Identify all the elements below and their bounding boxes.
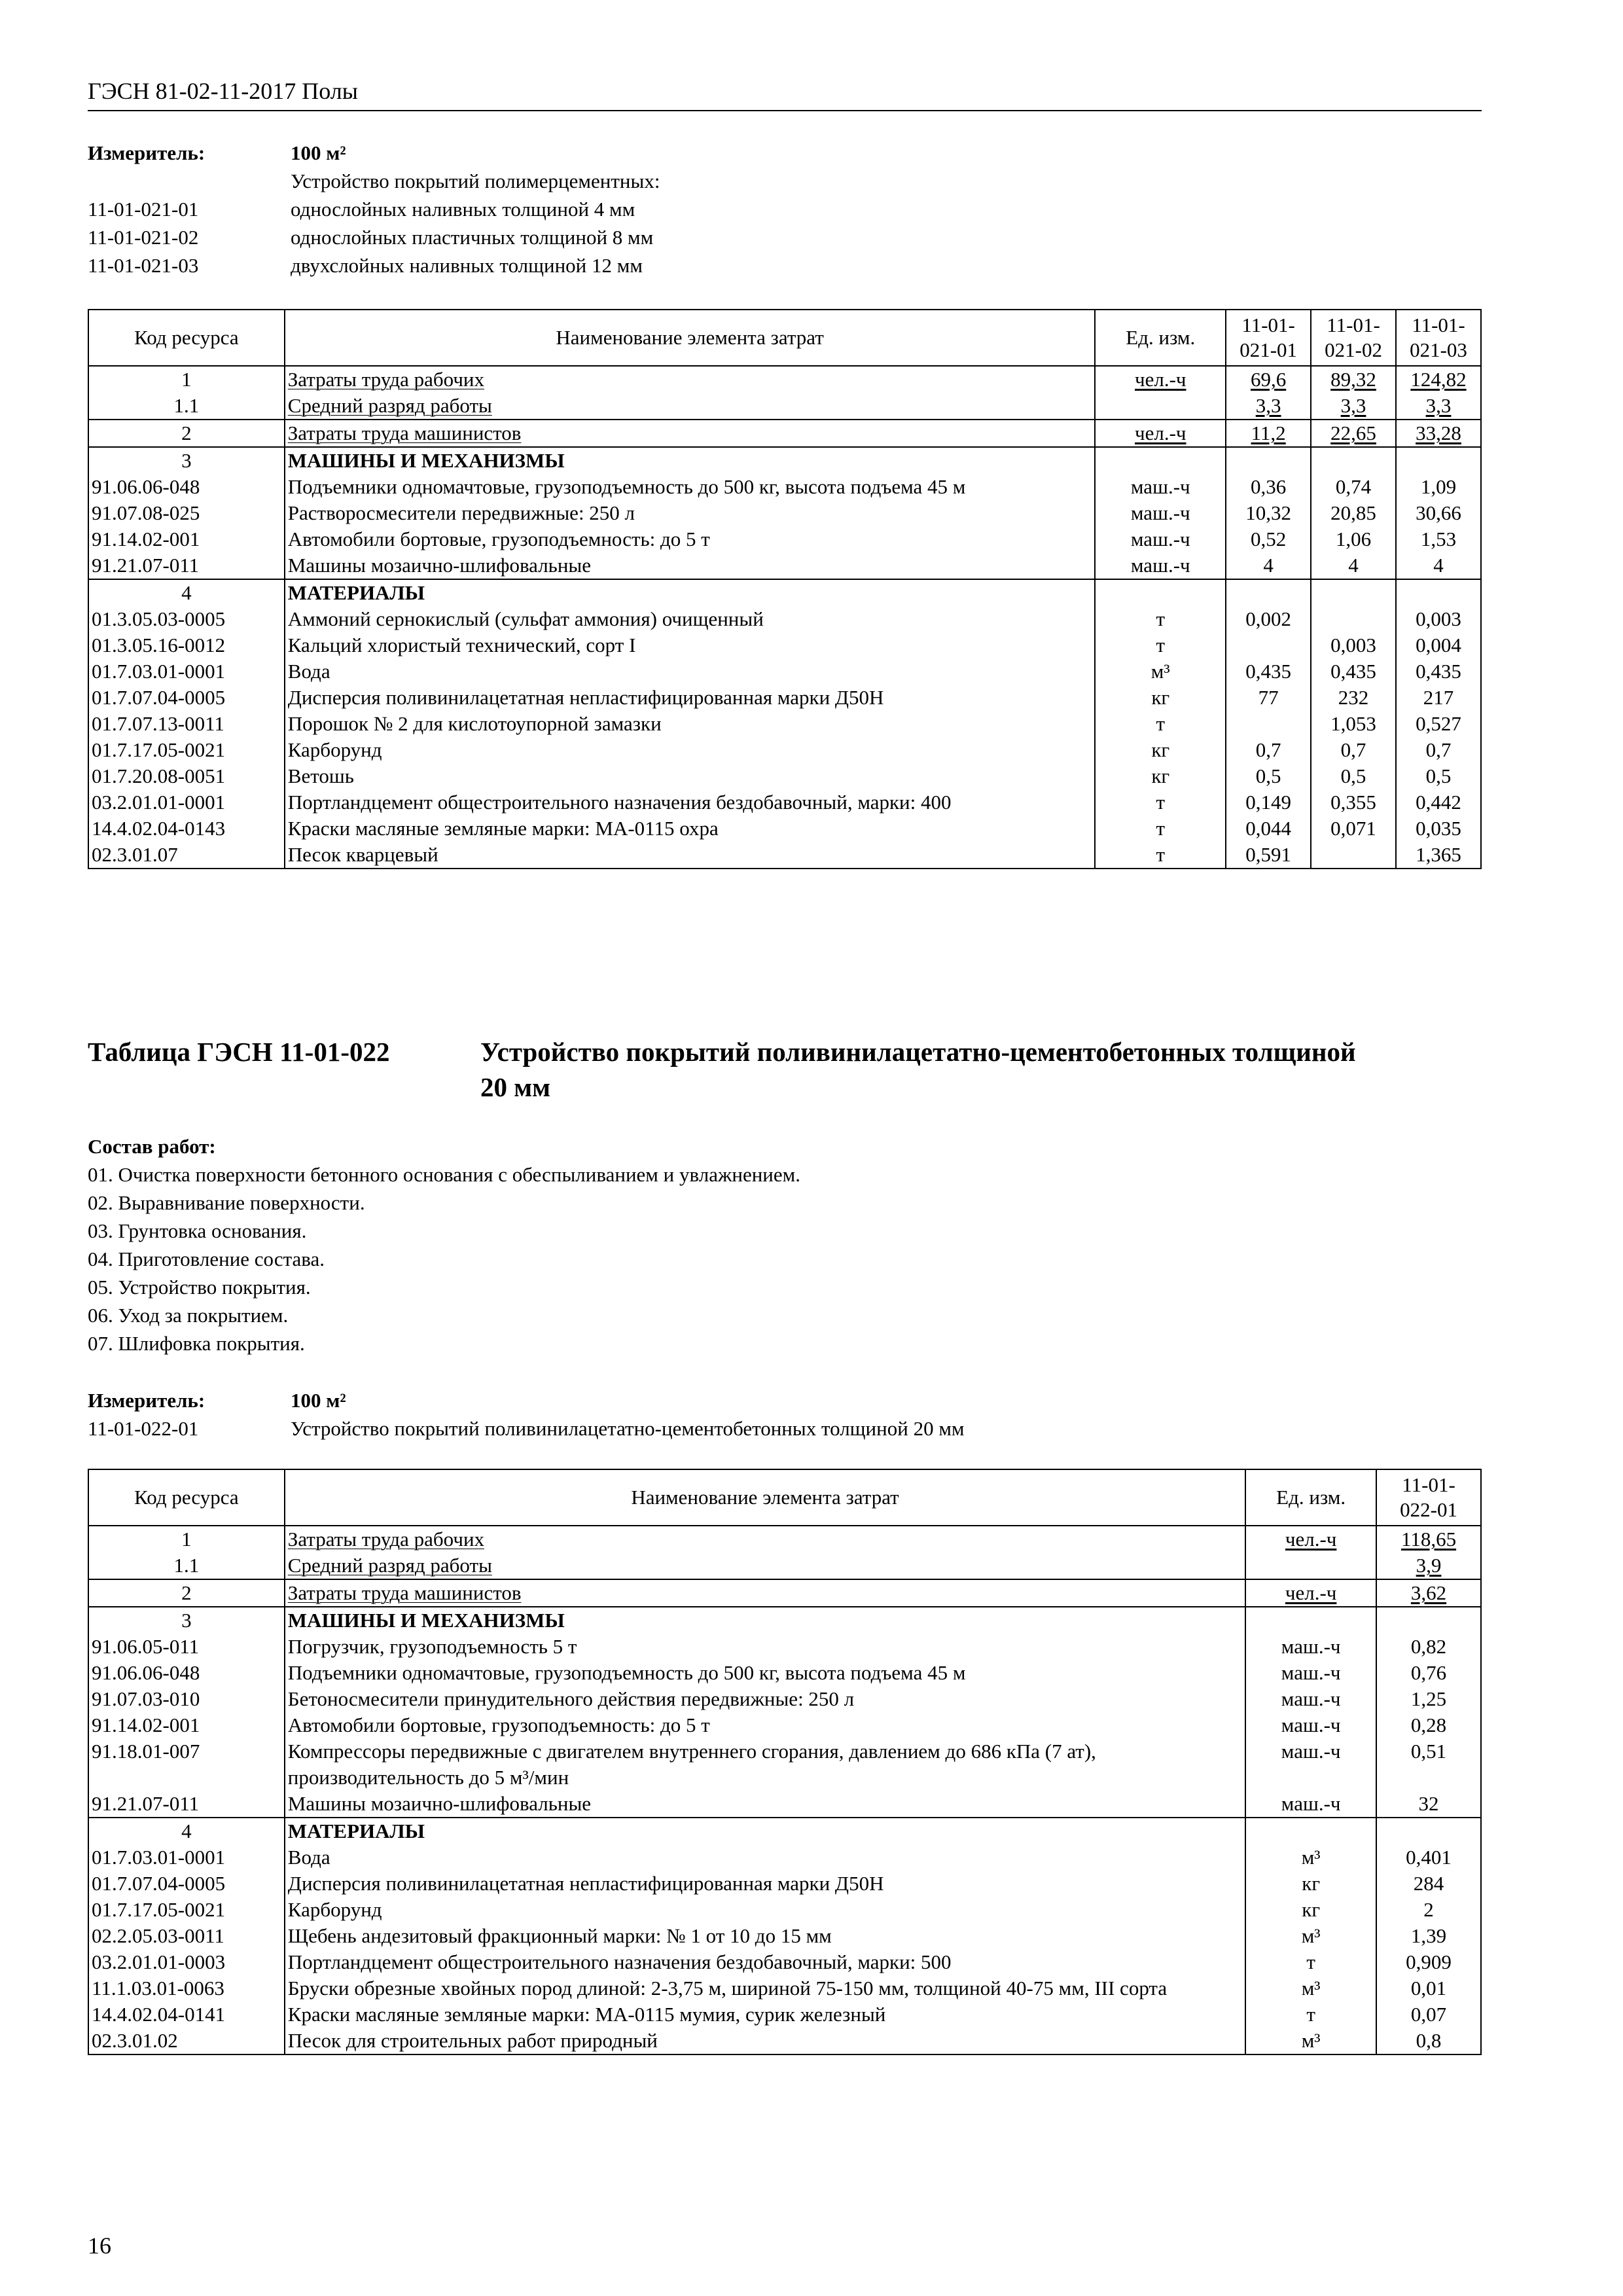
value-cell: 77 bbox=[1226, 685, 1311, 711]
value-cell: 0,002 bbox=[1226, 606, 1311, 632]
value-cell: 1,053 bbox=[1311, 711, 1396, 737]
resource-code: 01.7.07.04-0005 bbox=[88, 685, 285, 711]
value-cell: 32 bbox=[1376, 1791, 1481, 1818]
table-row bbox=[88, 1897, 1481, 1923]
table-title bbox=[88, 1034, 1383, 1105]
unit-cell: маш.-ч bbox=[1095, 474, 1226, 500]
table-row bbox=[88, 2028, 1481, 2054]
table-row bbox=[88, 1526, 1481, 1552]
unit-cell: чел.-ч bbox=[1245, 1579, 1376, 1607]
resource-name: Средний разряд работы bbox=[285, 393, 1096, 420]
resource-name: Карборунд bbox=[285, 1897, 1245, 1923]
resource-code: 01.7.07.04-0005 bbox=[88, 1871, 285, 1897]
column-header: 11-01- 021-02 bbox=[1311, 310, 1396, 366]
resource-code: 01.7.17.05-0021 bbox=[88, 1897, 285, 1923]
table-row bbox=[88, 552, 1481, 579]
table-row bbox=[88, 1923, 1481, 1949]
value-cell: 1,365 bbox=[1396, 842, 1481, 869]
resource-name: Краски масляные земляные марки: МА-0115 охра bbox=[285, 816, 1096, 842]
unit-cell: т bbox=[1095, 816, 1226, 842]
table-row bbox=[88, 1844, 1481, 1871]
value-cell: 1,09 bbox=[1396, 474, 1481, 500]
resource-code: 01.7.03.01-0001 bbox=[88, 658, 285, 685]
value-cell: 284 bbox=[1376, 1871, 1481, 1897]
value-cell: 0,51 bbox=[1376, 1738, 1481, 1791]
unit-cell: т bbox=[1095, 606, 1226, 632]
value-cell: 3,9 bbox=[1376, 1552, 1481, 1579]
work-item: 01. Очистка поверхности бетонного основания с обеспыливанием и увлажнением. bbox=[88, 1163, 801, 1186]
unit-cell: м³ bbox=[1245, 1923, 1376, 1949]
value-cell bbox=[1396, 447, 1481, 474]
resource-name: Погрузчик, грузоподъемность 5 т bbox=[285, 1634, 1245, 1660]
value-cell: 3,3 bbox=[1311, 393, 1396, 420]
value-cell: 33,28 bbox=[1396, 420, 1481, 447]
measure-text: однослойных наливных толщиной 4 мм bbox=[291, 198, 635, 221]
value-cell: 0,003 bbox=[1396, 606, 1481, 632]
resource-code: 1.1 bbox=[88, 393, 285, 420]
unit-cell: маш.-ч bbox=[1245, 1791, 1376, 1818]
resource-name: Затраты труда рабочих bbox=[285, 1526, 1245, 1552]
resource-code: 01.7.17.05-0021 bbox=[88, 737, 285, 763]
table-row bbox=[88, 579, 1481, 606]
value-cell bbox=[1376, 1818, 1481, 1844]
unit-cell: м³ bbox=[1245, 1975, 1376, 2001]
value-cell: 1,25 bbox=[1376, 1686, 1481, 1712]
value-cell: 217 bbox=[1396, 685, 1481, 711]
value-cell: 0,435 bbox=[1311, 658, 1396, 685]
value-cell: 0,52 bbox=[1226, 526, 1311, 552]
works-list bbox=[88, 1132, 800, 1357]
value-cell: 0,527 bbox=[1396, 711, 1481, 737]
resource-code: 01.7.03.01-0001 bbox=[88, 1844, 285, 1871]
resource-name: Затраты труда машинистов bbox=[285, 420, 1096, 447]
column-header: Наименование элемента затрат bbox=[285, 310, 1096, 366]
unit-cell: маш.-ч bbox=[1245, 1712, 1376, 1738]
table-row bbox=[88, 606, 1481, 632]
measure-block-1 bbox=[88, 139, 660, 279]
resource-code: 91.14.02-001 bbox=[88, 1712, 285, 1738]
column-header: 11-01- 022-01 bbox=[1376, 1469, 1481, 1526]
value-cell: 0,035 bbox=[1396, 816, 1481, 842]
table-row bbox=[88, 632, 1481, 658]
unit-cell: м³ bbox=[1245, 2028, 1376, 2054]
unit-cell: маш.-ч bbox=[1245, 1686, 1376, 1712]
unit-cell: маш.-ч bbox=[1095, 526, 1226, 552]
value-cell: 232 bbox=[1311, 685, 1396, 711]
unit-cell: чел.-ч bbox=[1095, 366, 1226, 393]
measure-code: 11-01-021-01 bbox=[88, 198, 199, 221]
work-item: 05. Устройство покрытия. bbox=[88, 1276, 311, 1299]
value-cell: 0,7 bbox=[1311, 737, 1396, 763]
unit-cell: маш.-ч bbox=[1095, 552, 1226, 579]
resource-name: Портландцемент общестроительного назначения бездобавочный, марки: 500 bbox=[285, 1949, 1245, 1975]
unit-cell: кг bbox=[1095, 685, 1226, 711]
unit-cell bbox=[1095, 447, 1226, 474]
resource-name: Подъемники одномачтовые, грузоподъемность до 500 кг, высота подъема 45 м bbox=[285, 1660, 1245, 1686]
value-cell bbox=[1311, 447, 1396, 474]
value-cell: 0,044 bbox=[1226, 816, 1311, 842]
resource-name: Кальций хлористый технический, сорт I bbox=[285, 632, 1096, 658]
resource-code: 02.3.01.07 bbox=[88, 842, 285, 869]
table-row bbox=[88, 1579, 1481, 1607]
value-cell: 20,85 bbox=[1311, 500, 1396, 526]
value-cell bbox=[1226, 579, 1311, 606]
value-cell: 118,65 bbox=[1376, 1526, 1481, 1552]
resource-name: Растворосмесители передвижные: 250 л bbox=[285, 500, 1096, 526]
value-cell bbox=[1311, 606, 1396, 632]
unit-cell: маш.-ч bbox=[1245, 1738, 1376, 1791]
value-cell bbox=[1311, 579, 1396, 606]
resource-name: Бетоносмесители принудительного действия передвижные: 250 л bbox=[285, 1686, 1245, 1712]
resource-name: Дисперсия поливинилацетатная непластифицированная марки Д50Н bbox=[285, 685, 1096, 711]
unit-cell: кг bbox=[1245, 1897, 1376, 1923]
unit-cell: м³ bbox=[1245, 1844, 1376, 1871]
value-cell: 3,3 bbox=[1396, 393, 1481, 420]
value-cell: 4 bbox=[1396, 552, 1481, 579]
table-number: Таблица ГЭСН 11-01-022 bbox=[88, 1037, 390, 1067]
value-cell: 0,5 bbox=[1226, 763, 1311, 789]
value-cell bbox=[1376, 1607, 1481, 1634]
resource-code: 91.06.06-048 bbox=[88, 1660, 285, 1686]
measure-label: Измеритель: bbox=[88, 141, 205, 164]
resource-code: 3 bbox=[88, 1607, 285, 1634]
resource-name: Бруски обрезные хвойных пород длиной: 2-3,75 м, шириной 75-150 мм, толщиной 40-75 мм, III сорта bbox=[285, 1975, 1245, 2001]
value-cell: 89,32 bbox=[1311, 366, 1396, 393]
resource-code: 2 bbox=[88, 1579, 285, 1607]
value-cell: 0,28 bbox=[1376, 1712, 1481, 1738]
table-row bbox=[88, 1871, 1481, 1897]
table-row bbox=[88, 1975, 1481, 2001]
value-cell: 11,2 bbox=[1226, 420, 1311, 447]
work-item: 02. Выравнивание поверхности. bbox=[88, 1191, 365, 1214]
value-cell: 0,36 bbox=[1226, 474, 1311, 500]
value-cell bbox=[1396, 579, 1481, 606]
unit-cell bbox=[1245, 1607, 1376, 1634]
table-row bbox=[88, 393, 1481, 420]
value-cell: 1,06 bbox=[1311, 526, 1396, 552]
value-cell bbox=[1226, 711, 1311, 737]
resource-code: 2 bbox=[88, 420, 285, 447]
resource-name: Порошок № 2 для кислотоупорной замазки bbox=[285, 711, 1096, 737]
work-item: 03. Грунтовка основания. bbox=[88, 1219, 307, 1242]
resource-name: Песок для строительных работ природный bbox=[285, 2028, 1245, 2054]
value-cell: 0,5 bbox=[1311, 763, 1396, 789]
value-cell bbox=[1226, 632, 1311, 658]
resource-name: Вода bbox=[285, 1844, 1245, 1871]
page-number: 16 bbox=[88, 2233, 111, 2259]
value-cell: 69,6 bbox=[1226, 366, 1311, 393]
measure-code: 11-01-021-02 bbox=[88, 226, 199, 249]
resource-name: МАТЕРИАЛЫ bbox=[285, 579, 1096, 606]
table-row bbox=[88, 1552, 1481, 1579]
resource-code: 1.1 bbox=[88, 1552, 285, 1579]
value-cell: 0,435 bbox=[1226, 658, 1311, 685]
value-cell: 4 bbox=[1311, 552, 1396, 579]
value-cell: 124,82 bbox=[1396, 366, 1481, 393]
unit-cell: чел.-ч bbox=[1095, 420, 1226, 447]
unit-cell: кг bbox=[1095, 763, 1226, 789]
page-header: ГЭСН 81-02-11-2017 Полы bbox=[88, 77, 1482, 111]
table-row bbox=[88, 447, 1481, 474]
resource-name: МАШИНЫ И МЕХАНИЗМЫ bbox=[285, 1607, 1245, 1634]
resource-code: 91.07.08-025 bbox=[88, 500, 285, 526]
resource-code: 03.2.01.01-0003 bbox=[88, 1949, 285, 1975]
measure-text: двухслойных наливных толщиной 12 мм bbox=[291, 254, 643, 277]
value-cell: 0,74 bbox=[1311, 474, 1396, 500]
value-cell: 0,591 bbox=[1226, 842, 1311, 869]
value-cell: 10,32 bbox=[1226, 500, 1311, 526]
table-row bbox=[88, 1686, 1481, 1712]
column-header: Код ресурса bbox=[88, 1469, 285, 1526]
column-header: Наименование элемента затрат bbox=[285, 1469, 1245, 1526]
table-row bbox=[88, 685, 1481, 711]
table-caption: Устройство покрытий поливинилацетатно-цементобетонных толщиной 20 мм bbox=[480, 1037, 1356, 1102]
table-row bbox=[88, 842, 1481, 869]
unit-cell: т bbox=[1095, 711, 1226, 737]
table-row bbox=[88, 1660, 1481, 1686]
measure-text: Устройство покрытий поливинилацетатно-цементобетонных толщиной 20 мм bbox=[291, 1417, 965, 1440]
work-item: 04. Приготовление состава. bbox=[88, 1247, 325, 1270]
value-cell: 0,442 bbox=[1396, 789, 1481, 816]
resource-code: 91.07.03-010 bbox=[88, 1686, 285, 1712]
resource-code: 91.06.06-048 bbox=[88, 474, 285, 500]
table-row bbox=[88, 1738, 1481, 1791]
resource-code: 03.2.01.01-0001 bbox=[88, 789, 285, 816]
unit-cell: маш.-ч bbox=[1095, 500, 1226, 526]
resource-code: 02.3.01.02 bbox=[88, 2028, 285, 2054]
works-heading: Состав работ: bbox=[88, 1135, 216, 1158]
value-cell: 0,071 bbox=[1311, 816, 1396, 842]
measure-title: Устройство покрытий полимерцементных: bbox=[291, 170, 660, 192]
measure-text: однослойных пластичных толщиной 8 мм bbox=[291, 226, 654, 249]
table-row bbox=[88, 366, 1481, 393]
resource-name: Автомобили бортовые, грузоподъемность: до 5 т bbox=[285, 1712, 1245, 1738]
resource-code: 02.2.05.03-0011 bbox=[88, 1923, 285, 1949]
measure-unit: 100 м² bbox=[291, 1389, 346, 1412]
table-row bbox=[88, 1634, 1481, 1660]
resource-name: Автомобили бортовые, грузоподъемность: до 5 т bbox=[285, 526, 1096, 552]
value-cell bbox=[1311, 842, 1396, 869]
value-cell: 0,355 bbox=[1311, 789, 1396, 816]
table-row bbox=[88, 2001, 1481, 2028]
resource-code: 91.14.02-001 bbox=[88, 526, 285, 552]
column-header: Код ресурса bbox=[88, 310, 285, 366]
measure-code: 11-01-021-03 bbox=[88, 254, 199, 277]
table-row bbox=[88, 816, 1481, 842]
unit-cell: маш.-ч bbox=[1245, 1634, 1376, 1660]
resource-code: 1 bbox=[88, 1526, 285, 1552]
column-header: Ед. изм. bbox=[1095, 310, 1226, 366]
resource-name: Портландцемент общестроительного назначения бездобавочный, марки: 400 bbox=[285, 789, 1096, 816]
resource-code: 4 bbox=[88, 579, 285, 606]
unit-cell bbox=[1245, 1818, 1376, 1844]
value-cell: 0,004 bbox=[1396, 632, 1481, 658]
table-row bbox=[88, 763, 1481, 789]
resource-name: Компрессоры передвижные с двигателем внутреннего сгорания, давлением до 686 кПа (7 ат), производительность до 5 м³/мин bbox=[285, 1738, 1245, 1791]
unit-cell: т bbox=[1095, 842, 1226, 869]
column-header: Ед. изм. bbox=[1245, 1469, 1376, 1526]
table-row bbox=[88, 526, 1481, 552]
value-cell: 0,76 bbox=[1376, 1660, 1481, 1686]
value-cell: 2 bbox=[1376, 1897, 1481, 1923]
table-row bbox=[88, 1949, 1481, 1975]
resource-code: 91.18.01-007 bbox=[88, 1738, 285, 1791]
resource-code: 01.7.07.13-0011 bbox=[88, 711, 285, 737]
value-cell: 0,8 bbox=[1376, 2028, 1481, 2054]
resource-code: 91.21.07-011 bbox=[88, 552, 285, 579]
value-cell: 22,65 bbox=[1311, 420, 1396, 447]
resource-code: 1 bbox=[88, 366, 285, 393]
resource-code: 01.7.20.08-0051 bbox=[88, 763, 285, 789]
table-row bbox=[88, 1712, 1481, 1738]
measure-code: 11-01-022-01 bbox=[88, 1417, 199, 1440]
resource-name: Подъемники одномачтовые, грузоподъемность до 500 кг, высота подъема 45 м bbox=[285, 474, 1096, 500]
work-item: 06. Уход за покрытием. bbox=[88, 1304, 289, 1327]
resource-code: 14.4.02.04-0143 bbox=[88, 816, 285, 842]
table-row bbox=[88, 474, 1481, 500]
unit-cell: кг bbox=[1245, 1871, 1376, 1897]
value-cell: 0,07 bbox=[1376, 2001, 1481, 2028]
resource-name: Машины мозаично-шлифовальные bbox=[285, 1791, 1245, 1818]
value-cell: 4 bbox=[1226, 552, 1311, 579]
resource-name: Щебень андезитовый фракционный марки: № 1 от 10 до 15 мм bbox=[285, 1923, 1245, 1949]
value-cell: 1,39 bbox=[1376, 1923, 1481, 1949]
resource-name: Средний разряд работы bbox=[285, 1552, 1245, 1579]
resource-table-2 bbox=[88, 1469, 1482, 2055]
resource-name: Краски масляные земляные марки: МА-0115 мумия, сурик железный bbox=[285, 2001, 1245, 2028]
resource-name: Машины мозаично-шлифовальные bbox=[285, 552, 1096, 579]
resource-name: МАТЕРИАЛЫ bbox=[285, 1818, 1245, 1844]
table-row bbox=[88, 789, 1481, 816]
resource-name: Затраты труда машинистов bbox=[285, 1579, 1245, 1607]
column-header: 11-01- 021-03 bbox=[1396, 310, 1481, 366]
value-cell: 0,5 bbox=[1396, 763, 1481, 789]
resource-code: 01.3.05.16-0012 bbox=[88, 632, 285, 658]
value-cell: 30,66 bbox=[1396, 500, 1481, 526]
resource-code: 14.4.02.04-0141 bbox=[88, 2001, 285, 2028]
unit-cell: т bbox=[1095, 789, 1226, 816]
resource-code: 4 bbox=[88, 1818, 285, 1844]
table-row bbox=[88, 737, 1481, 763]
resource-name: Затраты труда рабочих bbox=[285, 366, 1096, 393]
work-item: 07. Шлифовка покрытия. bbox=[88, 1332, 305, 1355]
value-cell: 0,01 bbox=[1376, 1975, 1481, 2001]
unit-cell bbox=[1095, 579, 1226, 606]
resource-code: 91.21.07-011 bbox=[88, 1791, 285, 1818]
resource-name: Дисперсия поливинилацетатная непластифицированная марки Д50Н bbox=[285, 1871, 1245, 1897]
value-cell: 3,3 bbox=[1226, 393, 1311, 420]
table-row bbox=[88, 1791, 1481, 1818]
resource-code: 11.1.03.01-0063 bbox=[88, 1975, 285, 2001]
value-cell: 0,7 bbox=[1226, 737, 1311, 763]
unit-cell: кг bbox=[1095, 737, 1226, 763]
value-cell bbox=[1226, 447, 1311, 474]
value-cell: 0,909 bbox=[1376, 1949, 1481, 1975]
resource-name: Вода bbox=[285, 658, 1096, 685]
table-row bbox=[88, 1607, 1481, 1634]
unit-cell: чел.-ч bbox=[1245, 1526, 1376, 1552]
table-row bbox=[88, 711, 1481, 737]
value-cell: 0,003 bbox=[1311, 632, 1396, 658]
resource-code: 01.3.05.03-0005 bbox=[88, 606, 285, 632]
resource-code: 91.06.05-011 bbox=[88, 1634, 285, 1660]
unit-cell: м³ bbox=[1095, 658, 1226, 685]
unit-cell bbox=[1095, 393, 1226, 420]
resource-name: Карборунд bbox=[285, 737, 1096, 763]
value-cell: 0,82 bbox=[1376, 1634, 1481, 1660]
table-row bbox=[88, 500, 1481, 526]
resource-name: Ветошь bbox=[285, 763, 1096, 789]
value-cell: 0,149 bbox=[1226, 789, 1311, 816]
table-row bbox=[88, 1818, 1481, 1844]
unit-cell: т bbox=[1245, 1949, 1376, 1975]
measure-unit: 100 м² bbox=[291, 141, 346, 164]
table-row bbox=[88, 658, 1481, 685]
resource-table-1 bbox=[88, 309, 1482, 869]
resource-code: 3 bbox=[88, 447, 285, 474]
unit-cell: т bbox=[1095, 632, 1226, 658]
resource-name: Песок кварцевый bbox=[285, 842, 1096, 869]
unit-cell bbox=[1245, 1552, 1376, 1579]
value-cell: 0,7 bbox=[1396, 737, 1481, 763]
table-row bbox=[88, 420, 1481, 447]
column-header: 11-01- 021-01 bbox=[1226, 310, 1311, 366]
value-cell: 3,62 bbox=[1376, 1579, 1481, 1607]
value-cell: 1,53 bbox=[1396, 526, 1481, 552]
measure-block-2 bbox=[88, 1386, 965, 1443]
resource-name: МАШИНЫ И МЕХАНИЗМЫ bbox=[285, 447, 1096, 474]
resource-name: Аммоний сернокислый (сульфат аммония) очищенный bbox=[285, 606, 1096, 632]
value-cell: 0,435 bbox=[1396, 658, 1481, 685]
value-cell: 0,401 bbox=[1376, 1844, 1481, 1871]
unit-cell: маш.-ч bbox=[1245, 1660, 1376, 1686]
measure-label: Измеритель: bbox=[88, 1389, 205, 1412]
unit-cell: т bbox=[1245, 2001, 1376, 2028]
